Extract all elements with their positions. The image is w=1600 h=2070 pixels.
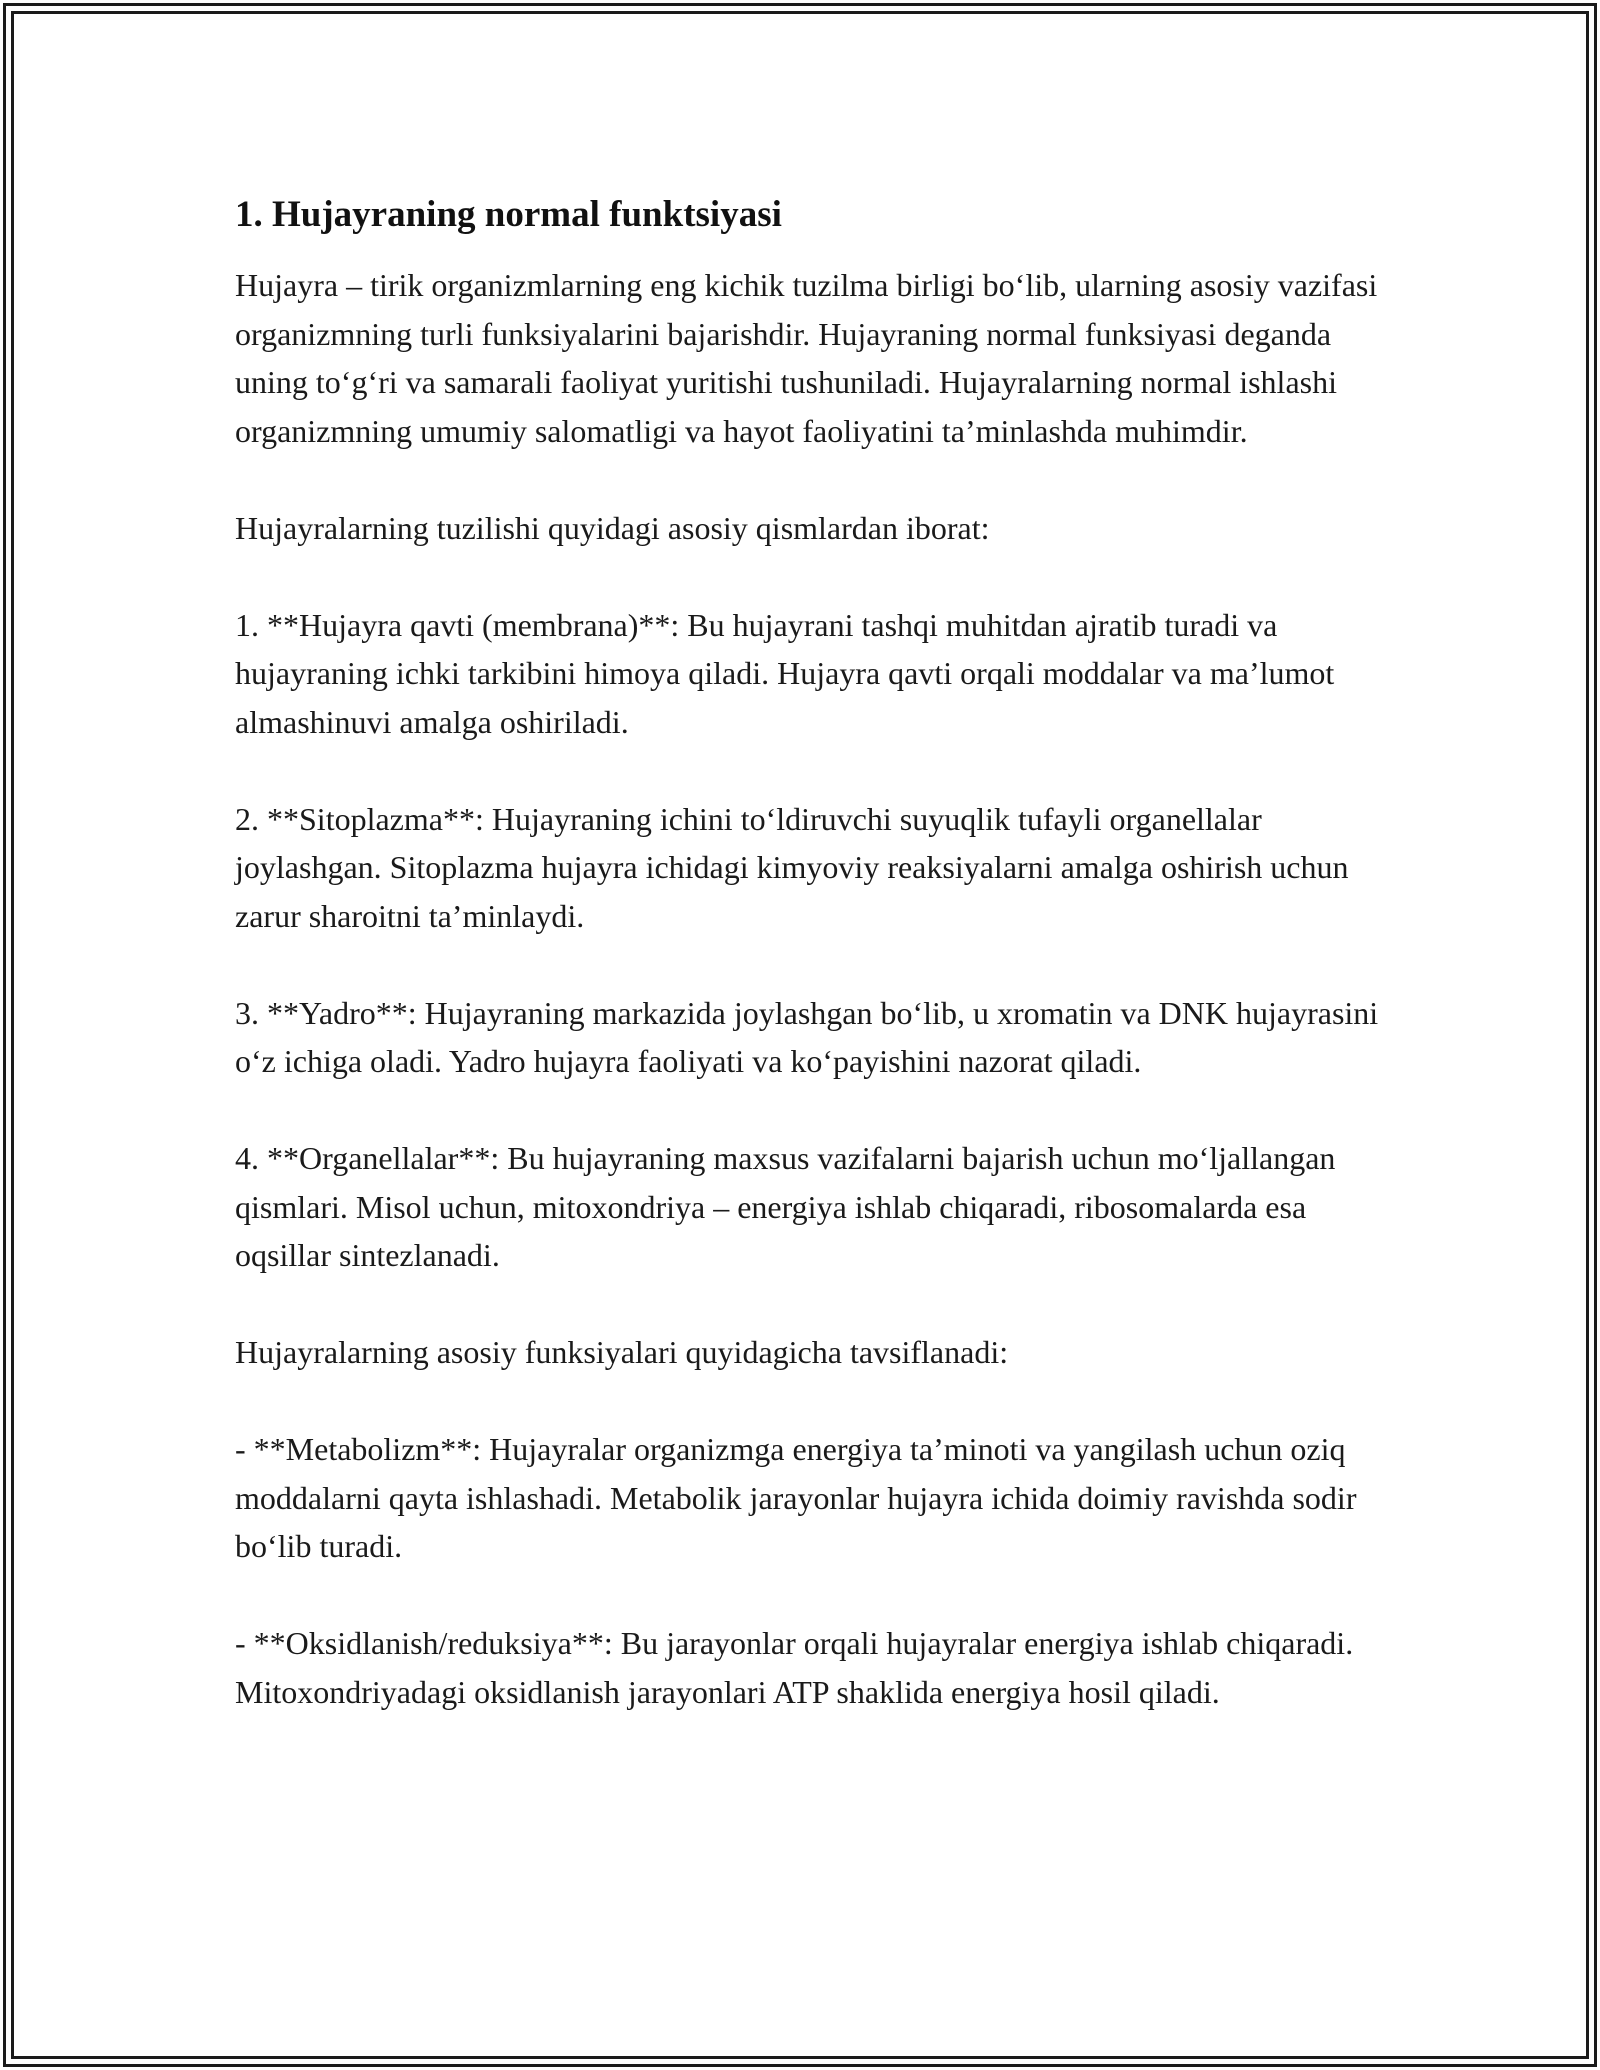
paragraph-functions-lead: Hujayralarning asosiy funksiyalari quyidagicha tavsiflanadi: xyxy=(235,1334,1009,1370)
list-item-cytoplasm: 2. **Sitoplazma**: Hujayraning ichini to‘ldiruvchi suyuqlik tufayli organellalar joylashgan. Sitoplazma hujayra ichidagi kimyoviy reaksiyalarni amalga oshirish uchun zarur sharoitni ta’minlaydi. xyxy=(235,800,1349,934)
list-item-organelles: 4. **Organellalar**: Bu hujayraning maxsus vazifalarni bajarish uchun mo‘ljallangan qismlari. Misol uchun, mitoxondriya – energiya ishlab chiqaradi, ribosomalarda esa oqsillar sintezlanadi. xyxy=(235,1140,1336,1273)
paragraph-intro: Hujayra – tirik organizmlarning eng kichik tuzilma birligi bo‘lib, ularning asosiy vazifasi organizmning turli funksiyalarini bajarishdir. Hujayraning normal funksiyasi deganda uning to‘g‘ri va samarali faoliyat yuritishi tushuniladi. Hujayralarning normal ishlashi organizmning umumiy salomatligi va hayot faoliyatini ta’minlashda muhimdir. xyxy=(235,267,1378,449)
bullet-item-oxidation: - **Oksidlanish/reduksiya**: Bu jarayonlar orqali hujayralar energiya ishlab chiqaradi. Mitoxondriyadagi oksidlanish jarayonlari ATP shaklida energiya hosil qiladi. xyxy=(235,1625,1354,1710)
list-item-nucleus: 3. **Yadro**: Hujayraning markazida joylashgan bo‘lib, u xromatin va DNK hujayrasini o‘z ichiga oladi. Yadro hujayra faoliyati va ko‘payishini nazorat qiladi. xyxy=(235,994,1379,1079)
list-item-membrane: 1. **Hujayra qavti (membrana)**: Bu hujayrani tashqi muhitdan ajratib turadi va hujayraning ichki tarkibini himoya qiladi. Hujayra qavti orqali moddalar va ma’lumot almashinuvi amalga oshiriladi. xyxy=(235,606,1335,740)
document-title: 1. Hujayraning normal funktsiyasi xyxy=(235,194,782,235)
document-body xyxy=(235,183,1385,1716)
paragraph-structure-lead: Hujayralarning tuzilishi quyidagi asosiy qismlardan iborat: xyxy=(235,509,990,546)
bullet-item-metabolism: - **Metabolizm**: Hujayralar organizmga energiya ta’minoti va yangilash uchun oziq moddalarni qayta ishlashadi. Metabolik jarayonlar hujayra ichida doimiy ravishda sodir bo‘lib turadi. xyxy=(235,1431,1357,1564)
